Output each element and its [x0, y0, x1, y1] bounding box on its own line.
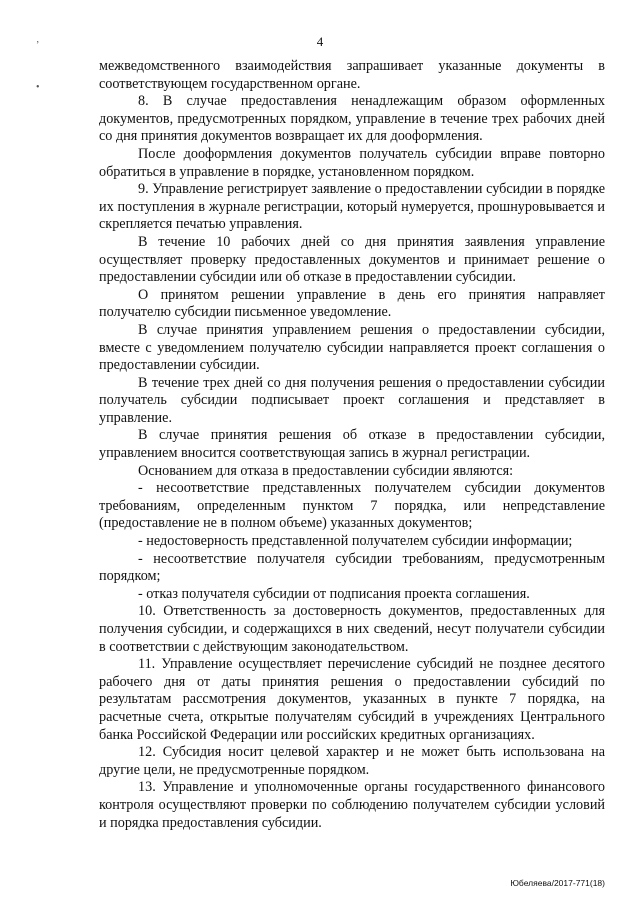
margin-mark-2: •: [36, 82, 40, 93]
paragraph: В случае принятия управлением решения о предоставлении субсидии, вместе с уведомлением получателю субсидии направляется проект соглашения о предоставлении субсидии.: [99, 321, 605, 374]
refusal-reason-item: - отказ получателя субсидии от подписания проекта соглашения.: [138, 585, 530, 602]
paragraph-item-12: 12. Субсидия носит целевой характер и не может быть использована на другие цели, не предусмотренные порядком.: [99, 744, 605, 778]
paragraph: О принятом решении управление в день его принятия направляет получателю субсидии письменное уведомление.: [99, 286, 605, 321]
paragraph-continuation: межведомственного взаимодействия запрашивает указанные документы в соответствующем государственном органе.: [99, 58, 605, 92]
paragraph: В течение трех дней со дня получения решения о предоставлении субсидии получатель субсидии подписывает проект соглашения и представляет в управление.: [99, 374, 605, 426]
paragraph: Основанием для отказа в предоставлении субсидии являются:: [138, 462, 514, 479]
paragraph-item-8: 8. В случае предоставления ненадлежащим образом оформленных документов, предусмотренных порядком, управление в течение трех рабочих дней со дня принятия документов возвращает их для дооформления.: [99, 93, 605, 145]
margin-mark-1: ’: [36, 40, 40, 51]
refusal-reason-item: - несоответствие получателя субсидии требованиям, предусмотренным порядком;: [99, 550, 605, 585]
paragraph-item-9: 9. Управление регистрирует заявление о предоставлении субсидии в порядке их поступления в журнале регистрации, который нумеруется, прошнуровывается и скрепляется печатью управления.: [99, 181, 605, 233]
paragraph-item-11: 11. Управление осуществляет перечисление субсидий не позднее десятого рабочего дня от даты принятия решения о предоставлении субсидий по результатам рассмотрения документов, указанных в пункте 7 порядка, на расчетные счета, открытые получателям субсидий в учреждениях Центрального банка Российской Федерации или российских кредитных организациях.: [99, 656, 605, 743]
paragraph: В течение 10 рабочих дней со дня принятия заявления управление осуществляет проверку предоставленных документов и принимает решение о предоставлении субсидии или об отказе в предоставлении субсидии.: [99, 233, 605, 286]
paragraph-item-13: 13. Управление и уполномоченные органы государственного финансового контроля осуществляют проверки по соблюдению получателем субсидии условий и порядка предоставления субсидии.: [99, 779, 605, 831]
page-number: 4: [316, 34, 324, 49]
refusal-reason-item: - недостоверность представленной получателем субсидии информации;: [138, 533, 573, 550]
paragraph-item-10: 10. Ответственность за достоверность документов, предоставленных для получения субсидии, и содержащихся в них сведений, несут получатели субсидии в соответствии с действующим законодательством.: [99, 603, 605, 655]
document-body: [99, 58, 605, 832]
paragraph: В случае принятия решения об отказе в предоставлении субсидии, управлением вносится соответствующая запись в журнал регистрации.: [99, 427, 605, 462]
refusal-reason-item: - несоответствие представленных получателем субсидии документов требованиям, определенным пунктом 7 порядка, или непредставление (предоставление не в полном объеме) указанных документов;: [99, 480, 605, 532]
document-code: Юбеляева/2017-771(18): [510, 878, 605, 888]
paragraph: После дооформления документов получатель субсидии вправе повторно обратиться в управление в порядке, установленном порядком.: [99, 145, 605, 180]
